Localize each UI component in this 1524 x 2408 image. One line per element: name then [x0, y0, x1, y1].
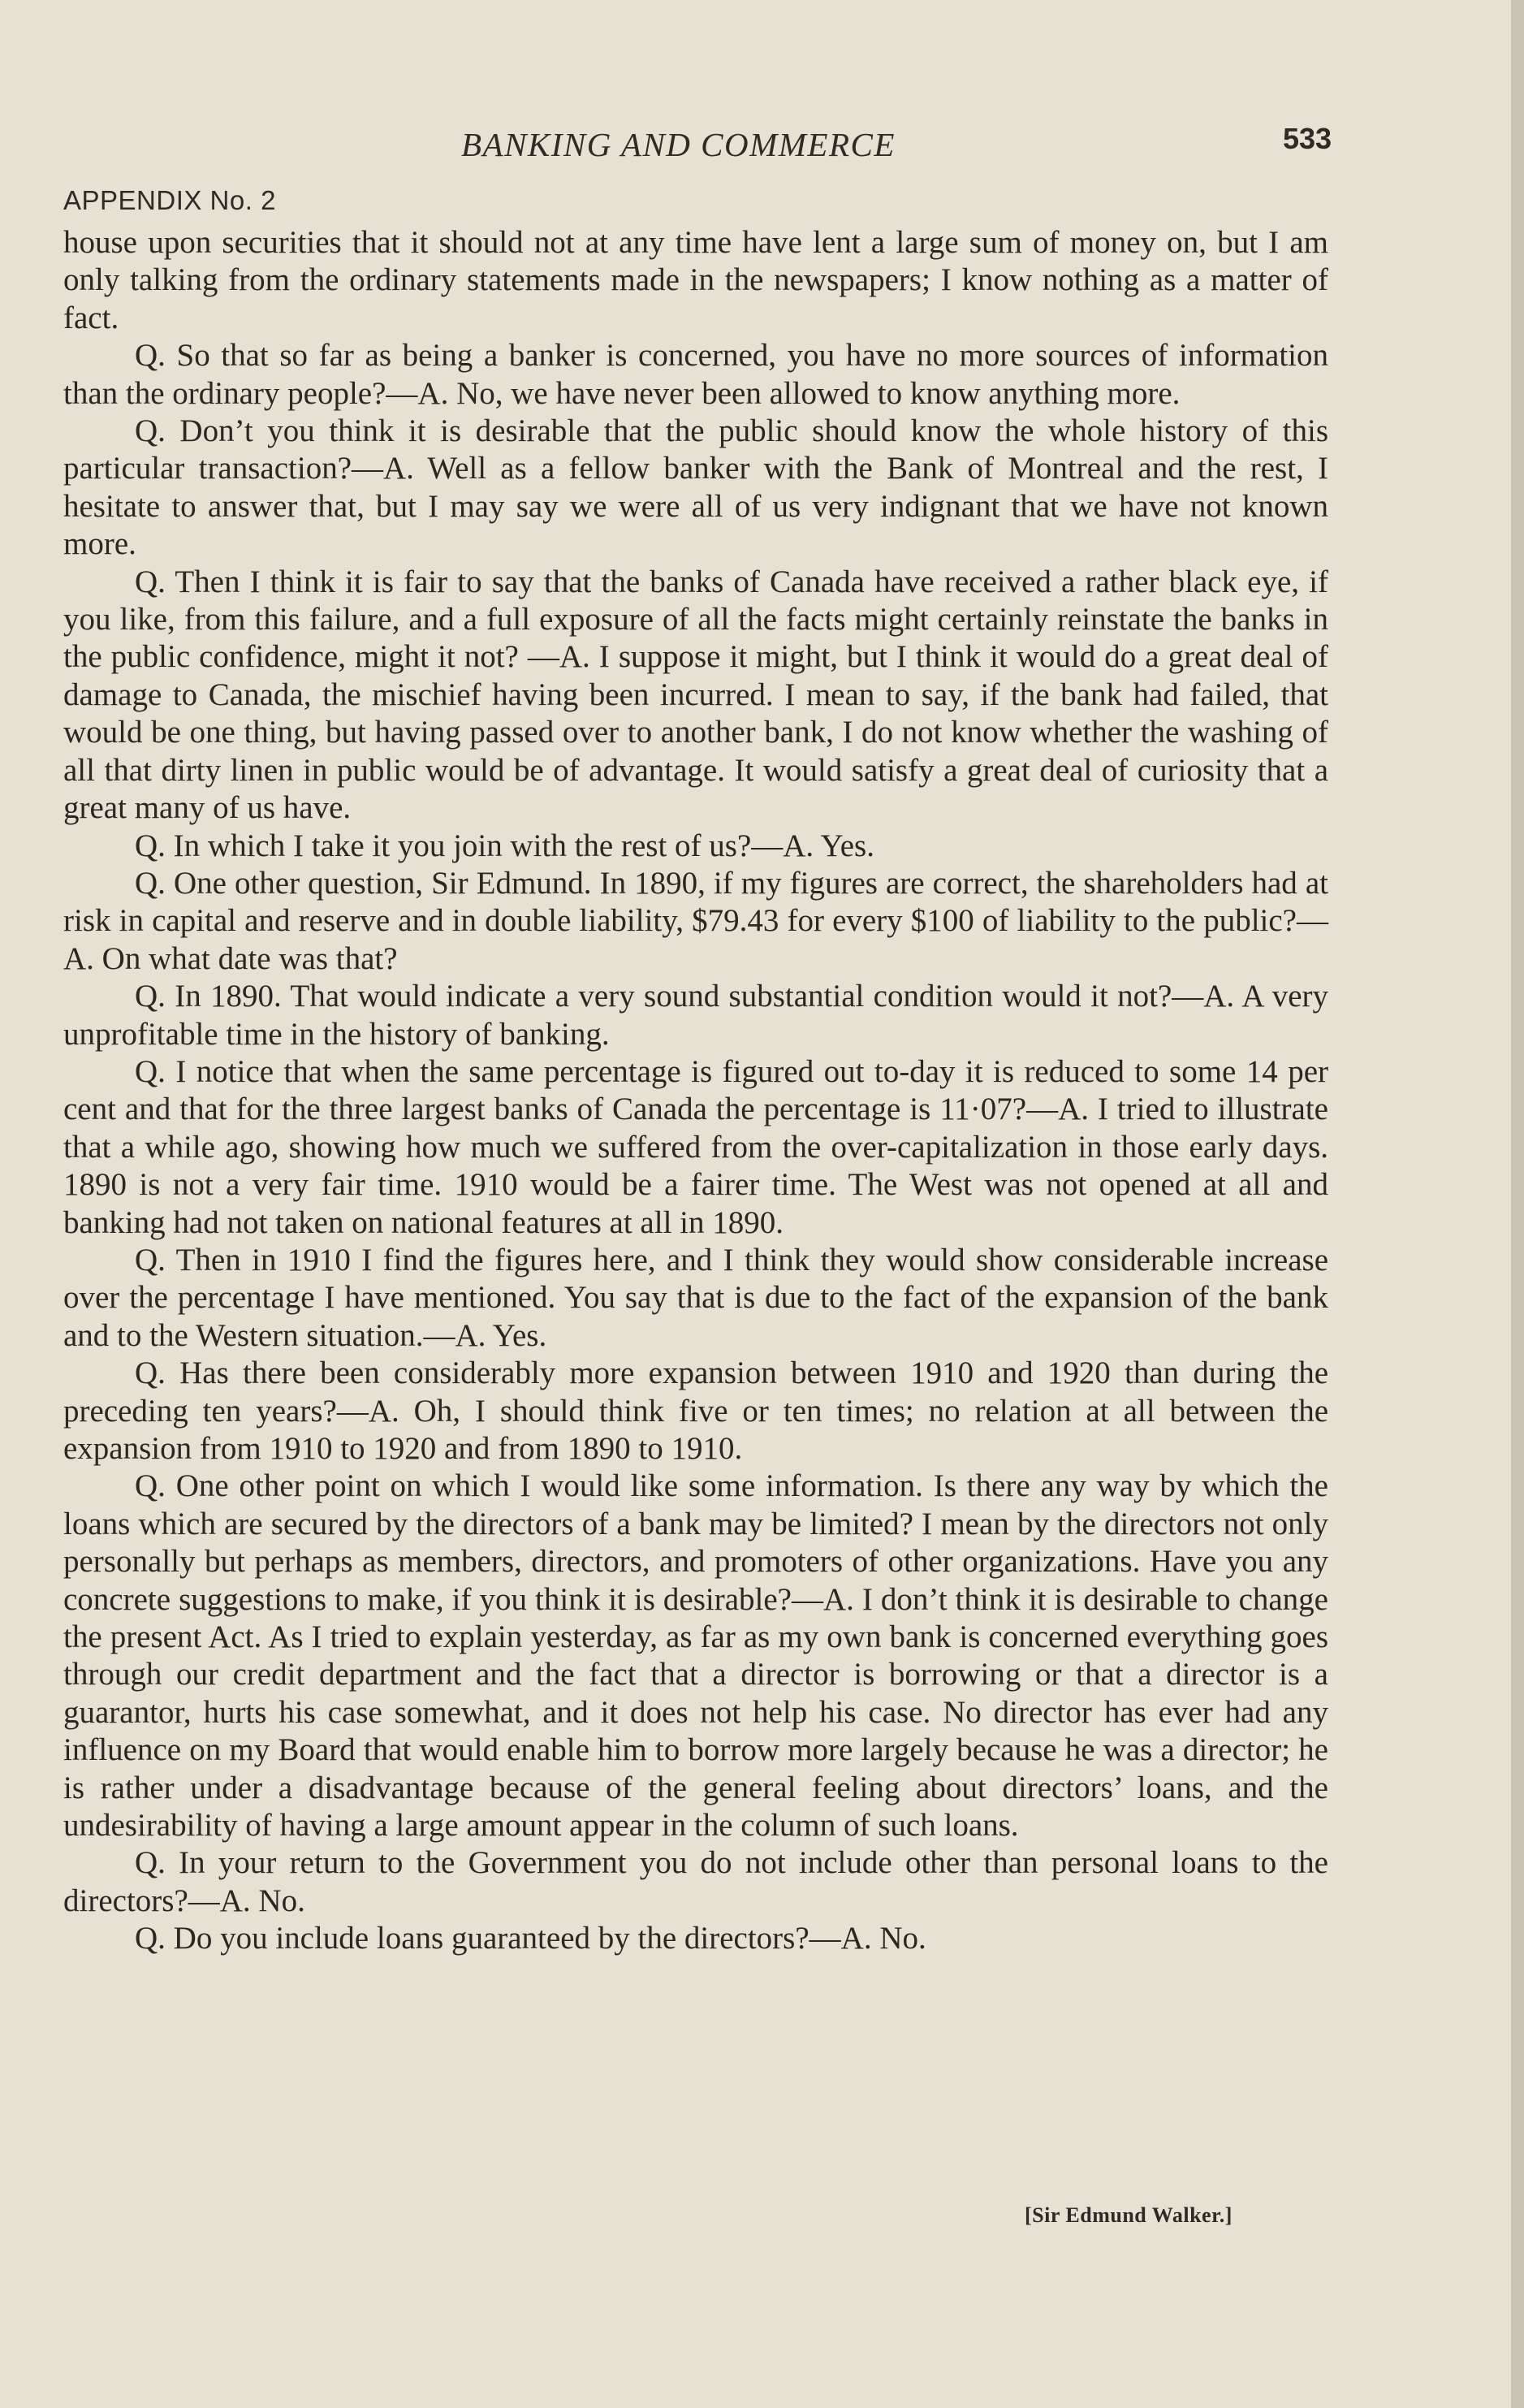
- paragraph-question-1890: Q. One other question, Sir Edmund. In 1890, if my figures are correct, the shareholders had at risk in capital and reserve and in double liability, $79.43 for every $100 of liability to the public?—A. On what date was that?: [63, 865, 1328, 976]
- paragraph-question-join: Q. In which I take it you join with the rest of us?—A. Yes.: [135, 828, 874, 863]
- paragraph-question-director-loans: Q. One other point on which I would like some information. Is there any way by which the loans which are secured by the directors of a bank may be limited? I mean by the directors not only personally but perhaps as members, directors, and promoters of other organizations. Have you any concrete suggestions to make, if you think it is desirable?—A. I don’t think it is desirable to change the present Act. As I tried to explain yesterday, as far as my own bank is concerned everything goes through our credit department and the fact that a director is borrowing or that a director is a guarantor, hurts his case somewhat, and it does not help his case. No director has ever had any influence on my Board that would enable him to borrow more largely because he was a director; he is rather under a disadvantage because of the general feeling about directors’ loans, and the undesirability of having a large amount appear in the column of such loans.: [63, 1468, 1328, 1844]
- speaker-attribution: [Sir Edmund Walker.]: [1025, 2203, 1233, 2227]
- appendix-label: APPENDIX No. 2: [63, 185, 276, 215]
- paragraph-question-sound-condition: Q. In 1890. That would indicate a very sound substantial condition would it not?—A. A very unprofitable time in the history of banking.: [63, 979, 1328, 1052]
- paragraph-question-return: Q. In your return to the Government you do not include other than personal loans to the directors?—A. No.: [63, 1845, 1328, 1918]
- paragraph-question-black-eye: Q. Then I think it is fair to say that the banks of Canada have received a rather black eye, if you like, from this failure, and a full exposure of all the facts might certainly reinstate the banks in the public confidence, might it not? —A. I suppose it might, but I think it would do a great deal of damage to Canada, the mischief having been incurred. I mean to say, if the bank had failed, that would be one thing, but having passed over to another bank, I do not know whether the washing of all that dirty linen in public would be of advantage. It would satisfy a great deal of curiosity that a great many of us have.: [63, 564, 1328, 826]
- running-title: BANKING AND COMMERCE: [461, 126, 896, 163]
- paragraph-question-guaranteed: Q. Do you include loans guaranteed by the directors?—A. No.: [135, 1921, 926, 1956]
- body-text: [63, 224, 1328, 1958]
- paragraph-question-percentage: Q. I notice that when the same percentage is figured out to-day it is reduced to some 14 per cent and that for the three largest banks of Canada the percentage is 11·07?—A. I tried to illustrate that a while ago, showing how much we suffered from the over-capitalization in those early days. 1890 is not a very fair time. 1910 would be a fairer time. The West was not opened at all and banking had not taken on national features at all in 1890.: [63, 1053, 1328, 1240]
- page-edge-shadow: [1511, 0, 1524, 2408]
- paragraph-question-sources: Q. So that so far as being a banker is concerned, you have no more sources of information than the ordinary people?—A. No, we have never been allowed to know anything more.: [63, 338, 1328, 411]
- paragraph-question-1910: Q. Then in 1910 I find the figures here, and I think they would show considerable increase over the percentage I have mentioned. You say that is due to the fact of the expansion of the bank and to the Western situation.—A. Yes.: [63, 1242, 1328, 1353]
- paragraph-question-expansion: Q. Has there been considerably more expansion between 1910 and 1920 than during the preceding ten years?—A. Oh, I should think five or ten times; no relation at all between the expansion from 1910 to 1920 and from 1890 to 1910.: [63, 1355, 1328, 1466]
- paragraph-question-history: Q. Don’t you think it is desirable that the public should know the whole history of this particular transaction?—A. Well as a fellow banker with the Bank of Montreal and the rest, I hesitate to answer that, but I may say we were all of us very indignant that we have not known more.: [63, 413, 1328, 562]
- page-number: 533: [1283, 122, 1332, 155]
- paragraph-continuation: house upon securities that it should not at any time have lent a large sum of money on, but I am only talking from the ordinary statements made in the newspapers; I know nothing as a matter of fact.: [63, 225, 1328, 335]
